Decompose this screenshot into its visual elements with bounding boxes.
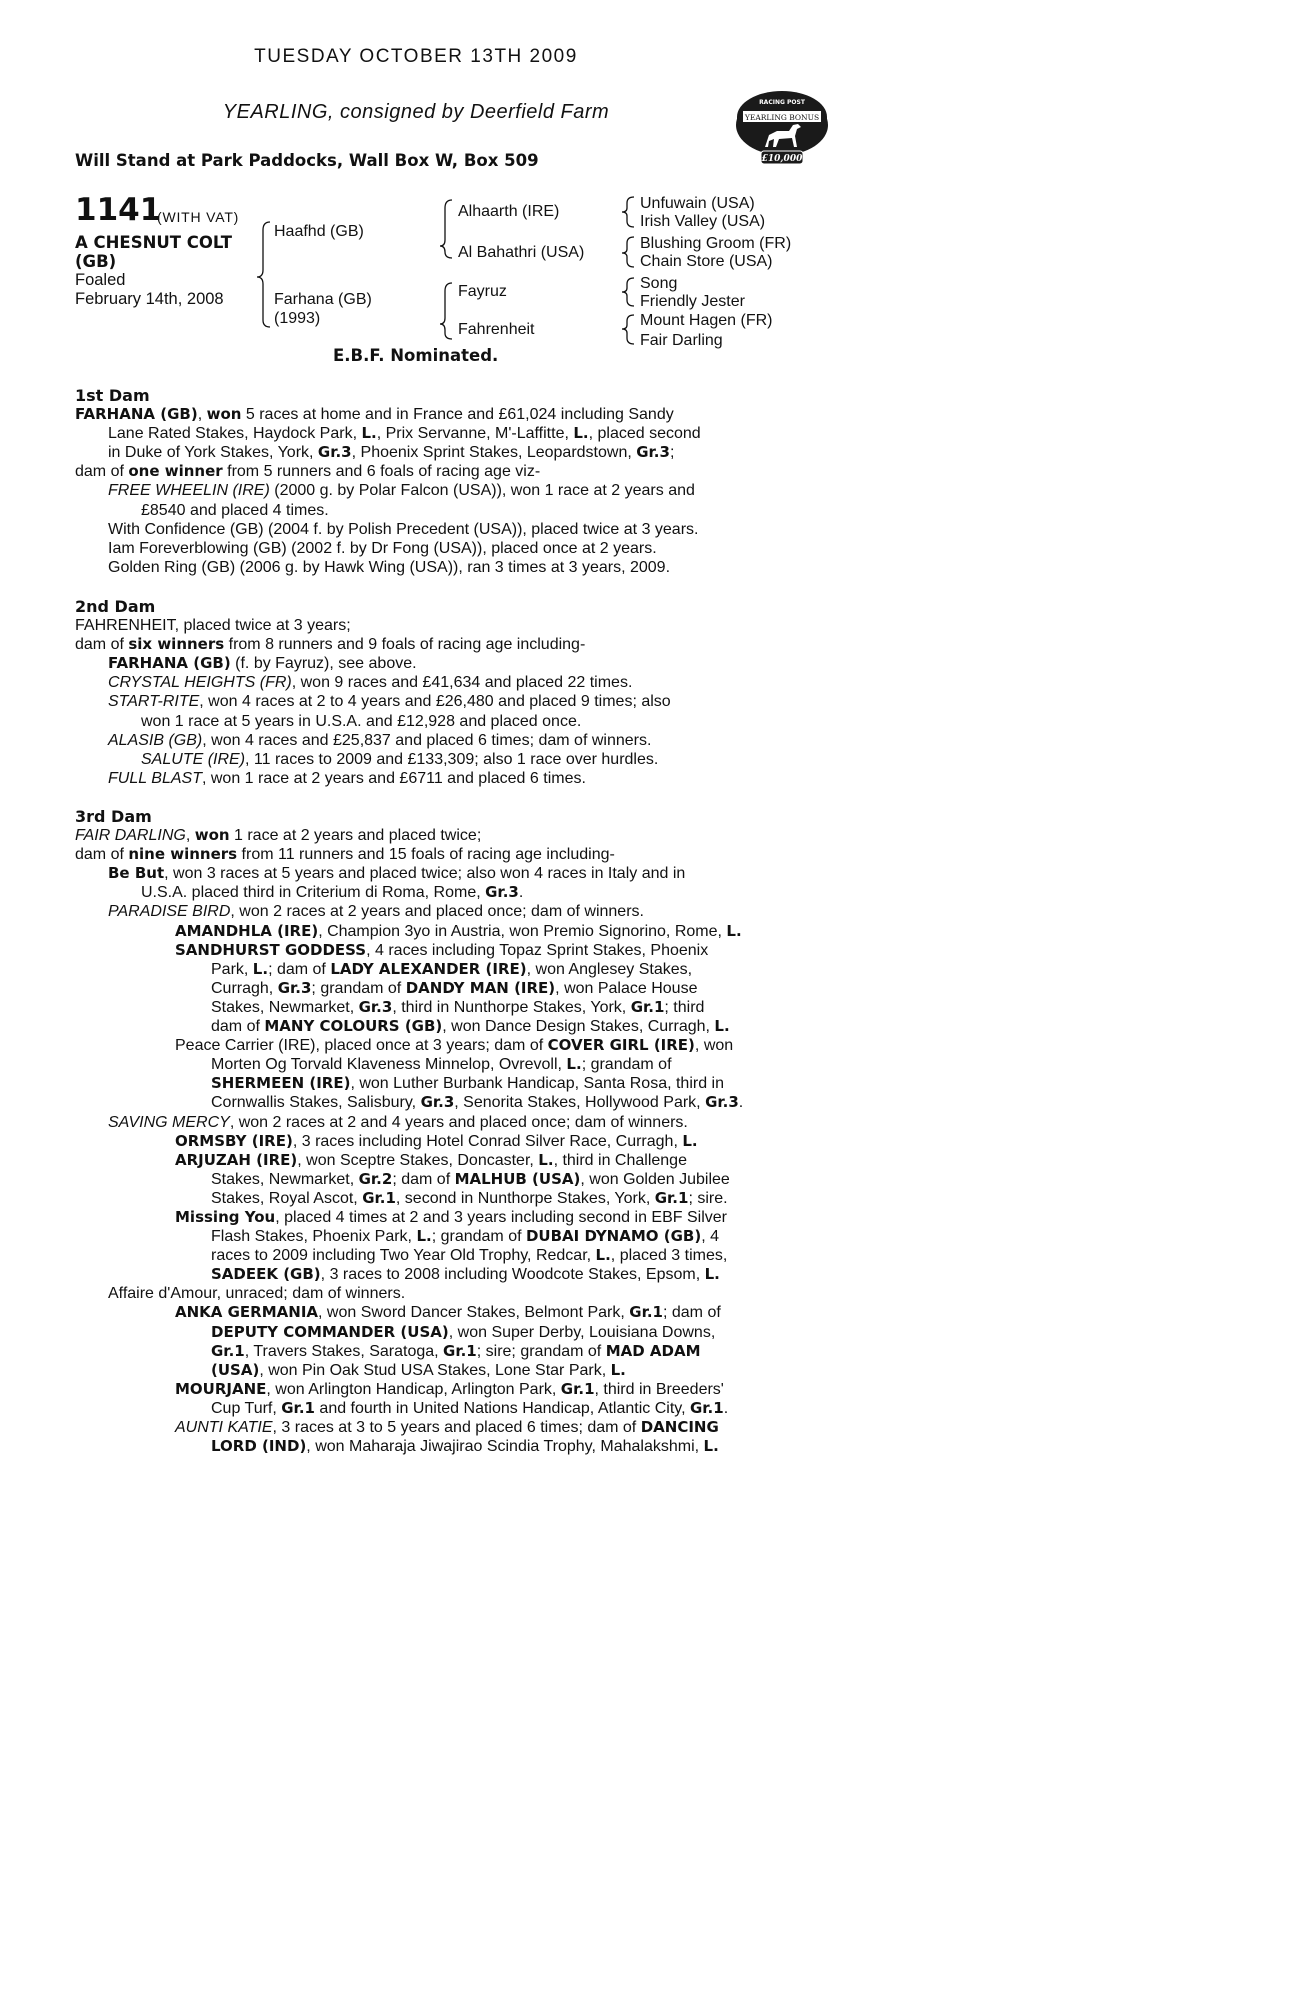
pedigree-ss-sire: Unfuwain (USA) (640, 195, 755, 212)
third-dam-line: (USA), won Pin Oak Stud USA Stakes, Lone Star Park, L. (211, 1360, 626, 1379)
pedigree-ds-dam: Friendly Jester (640, 293, 745, 310)
third-dam-line: DEPUTY COMMANDER (USA), won Super Derby, Louisiana Downs, (211, 1322, 716, 1341)
third-dam-line: ORMSBY (IRE), 3 races including Hotel Conrad Silver Race, Curragh, L. (175, 1131, 698, 1150)
second-dam-line: won 1 race at 5 years in U.S.A. and £12,928 and placed once. (141, 712, 582, 730)
lot-vat: (WITH VAT) (157, 209, 240, 225)
third-dam-line: AMANDHLA (IRE), Champion 3yo in Austria, won Premio Signorino, Rome, L. (175, 921, 742, 940)
pedigree-dam-dam: Fahrenheit (458, 321, 535, 338)
second-dam-section (75, 597, 765, 788)
pedigree-sire-sire: Alhaarth (IRE) (458, 203, 560, 220)
third-dam-line: LORD (IND), won Maharaja Jiwajirao Scindia Trophy, Mahalakshmi, L. (211, 1437, 719, 1456)
third-dam-line: U.S.A. placed third in Criterium di Roma, Rome, Gr.3. (141, 883, 524, 902)
consignment-line: YEARLING, consigned by Deerfield Farm (222, 101, 610, 123)
second-dam-line: ALASIB (GB), won 4 races and £25,837 and placed 6 times; dam of winners. (108, 731, 652, 749)
pedigree-ds-sire: Song (640, 275, 678, 292)
ebf-nomination: E.B.F. Nominated. (333, 346, 499, 365)
third-dam-line: MOURJANE, won Arlington Handicap, Arlington Park, Gr.1, third in Breeders' (175, 1379, 724, 1398)
third-dam-line: SAVING MERCY, won 2 races at 2 and 4 years and placed once; dam of winners. (108, 1113, 688, 1131)
badge-amount: £10,000 (761, 154, 803, 164)
second-dam-line: FAHRENHEIT, placed twice at 3 years; (75, 617, 351, 635)
third-dam-line: Stakes, Newmarket, Gr.3, third in Nunthorpe Stakes, York, Gr.1; third (211, 997, 705, 1016)
lot-number: 1141 (75, 192, 162, 228)
first-dam-line: Golden Ring (GB) (2006 g. by Hawk Wing (USA)), ran 3 times at 3 years, 2009. (108, 558, 671, 576)
third-dam-line: ARJUZAH (IRE), won Sceptre Stakes, Doncaster, L., third in Challenge (175, 1150, 687, 1169)
third-dam-line: Peace Carrier (IRE), placed once at 3 years; dam of COVER GIRL (IRE), won (175, 1036, 734, 1055)
horse-line-1: A CHESNUT COLT (75, 233, 232, 252)
second-dam-heading: 2nd Dam (75, 597, 156, 616)
third-dam-section (75, 807, 765, 1456)
third-dam-line: Cup Turf, Gr.1 and fourth in United Nations Handicap, Atlantic City, Gr.1. (211, 1398, 729, 1417)
third-dam-line: dam of nine winners from 11 runners and 15 foals of racing age including- (75, 845, 615, 864)
third-dam-line: Flash Stakes, Phoenix Park, L.; grandam of DUBAI DYNAMO (GB), 4 (211, 1227, 719, 1246)
second-dam-line: CRYSTAL HEIGHTS (FR), won 9 races and £41,634 and placed 22 times. (108, 674, 633, 692)
pedigree-dam-year: (1993) (274, 310, 321, 327)
badge-top-text: RACING POST (759, 99, 805, 106)
third-dam-line: races to 2009 including Two Year Old Trophy, Redcar, L., placed 3 times, (211, 1246, 728, 1265)
badge-middle-text: YEARLING BONUS (744, 113, 820, 122)
third-dam-line: Be But, won 3 races at 5 years and placed twice; also won 4 races in Italy and in (108, 864, 686, 883)
third-dam-line: SHERMEEN (IRE), won Luther Burbank Handicap, Santa Rosa, third in (211, 1074, 725, 1093)
pedigree-dam-sire: Fayruz (458, 283, 507, 300)
pedigree-sd-dam: Chain Store (USA) (640, 253, 773, 270)
first-dam-line: in Duke of York Stakes, York, Gr.3, Phoenix Sprint Stakes, Leopardstown, Gr.3; (108, 443, 675, 462)
second-dam-line: FULL BLAST, won 1 race at 2 years and £6711 and placed 6 times. (108, 769, 586, 787)
third-dam-line: SANDHURST GODDESS, 4 races including Topaz Sprint Stakes, Phoenix (175, 940, 709, 959)
third-dam-line: dam of MANY COLOURS (GB), won Dance Design Stakes, Curragh, L. (211, 1017, 730, 1036)
first-dam-section (75, 386, 765, 577)
second-dam-line: dam of six winners from 8 runners and 9 foals of racing age including- (75, 635, 586, 654)
third-dam-line: FAIR DARLING, won 1 race at 2 years and placed twice; (75, 826, 482, 845)
first-dam-line: dam of one winner from 5 runners and 6 foals of racing age viz- (75, 462, 541, 481)
third-dam-line: Missing You, placed 4 times at 2 and 3 years including second in EBF Silver (175, 1207, 727, 1226)
pedigree-ss-dam: Irish Valley (USA) (640, 213, 766, 230)
second-dam-line: FARHANA (GB) (f. by Fayruz), see above. (108, 654, 417, 673)
pedigree-dd-sire: Mount Hagen (FR) (640, 312, 773, 329)
third-dam-line: Curragh, Gr.3; grandam of DANDY MAN (IRE), won Palace House (211, 978, 698, 997)
pedigree-dam: Farhana (GB) (274, 291, 372, 308)
second-dam-line: SALUTE (IRE), 11 races to 2009 and £133,309; also 1 race over hurdles. (141, 750, 659, 768)
third-dam-line: Gr.1, Travers Stakes, Saratoga, Gr.1; sire; grandam of MAD ADAM (211, 1341, 701, 1360)
first-dam-line: Lane Rated Stakes, Haydock Park, L., Prix Servanne, M'-Laffitte, L., placed second (108, 424, 701, 443)
third-dam-line: SADEEK (GB), 3 races to 2008 including Woodcote Stakes, Epsom, L. (211, 1265, 720, 1284)
first-dam-line: FREE WHEELIN (IRE) (2000 g. by Polar Falcon (USA)), won 1 race at 2 years and (108, 482, 695, 500)
foaled-label: Foaled (75, 271, 126, 289)
first-dam-line: Iam Foreverblowing (GB) (2002 f. by Dr Fong (USA)), placed once at 2 years. (108, 539, 657, 557)
first-dam-heading: 1st Dam (75, 386, 150, 405)
third-dam-line: Stakes, Royal Ascot, Gr.1, second in Nunthorpe Stakes, York, Gr.1; sire. (211, 1188, 728, 1207)
second-dam-line: START-RITE, won 4 races at 2 to 4 years and £26,480 and placed 9 times; also (108, 693, 671, 711)
third-dam-line: AUNTI KATIE, 3 races at 3 to 5 years and placed 6 times; dam of DANCING (175, 1418, 719, 1436)
pedigree-dd-dam: Fair Darling (640, 332, 723, 349)
third-dam-line: Stakes, Newmarket, Gr.2; dam of MALHUB (USA), won Golden Jubilee (211, 1169, 730, 1188)
pedigree-sire: Haafhd (GB) (274, 223, 364, 240)
third-dam-line: ANKA GERMANIA, won Sword Dancer Stakes, Belmont Park, Gr.1; dam of (175, 1303, 721, 1322)
third-dam-line: Morten Og Torvald Klaveness Minnelop, Ovrevoll, L.; grandam of (211, 1055, 672, 1074)
horse-line-2: (GB) (75, 252, 117, 271)
pedigree-sd-sire: Blushing Groom (FR) (640, 235, 792, 252)
third-dam-line: Cornwallis Stakes, Salisbury, Gr.3, Senorita Stakes, Hollywood Park, Gr.3. (211, 1093, 744, 1112)
third-dam-heading: 3rd Dam (75, 807, 152, 826)
sale-date: TUESDAY OCTOBER 13TH 2009 (254, 46, 578, 67)
pedigree-sire-dam: Al Bahathri (USA) (458, 244, 585, 261)
third-dam-line: PARADISE BIRD, won 2 races at 2 years and placed once; dam of winners. (108, 903, 644, 921)
stand-location: Will Stand at Park Paddocks, Wall Box W, Box 509 (75, 151, 539, 170)
first-dam-line: £8540 and placed 4 times. (141, 501, 329, 519)
third-dam-line: Park, L.; dam of LADY ALEXANDER (IRE), won Anglesey Stakes, (211, 959, 693, 978)
third-dam-line: Affaire d'Amour, unraced; dam of winners. (108, 1285, 406, 1303)
first-dam-line: With Confidence (GB) (2004 f. by Polish Precedent (USA)), placed twice at 3 years. (108, 520, 699, 538)
foaled-date: February 14th, 2008 (75, 290, 224, 308)
first-dam-line: FARHANA (GB), won 5 races at home and in France and £61,024 including Sandy (75, 405, 674, 424)
